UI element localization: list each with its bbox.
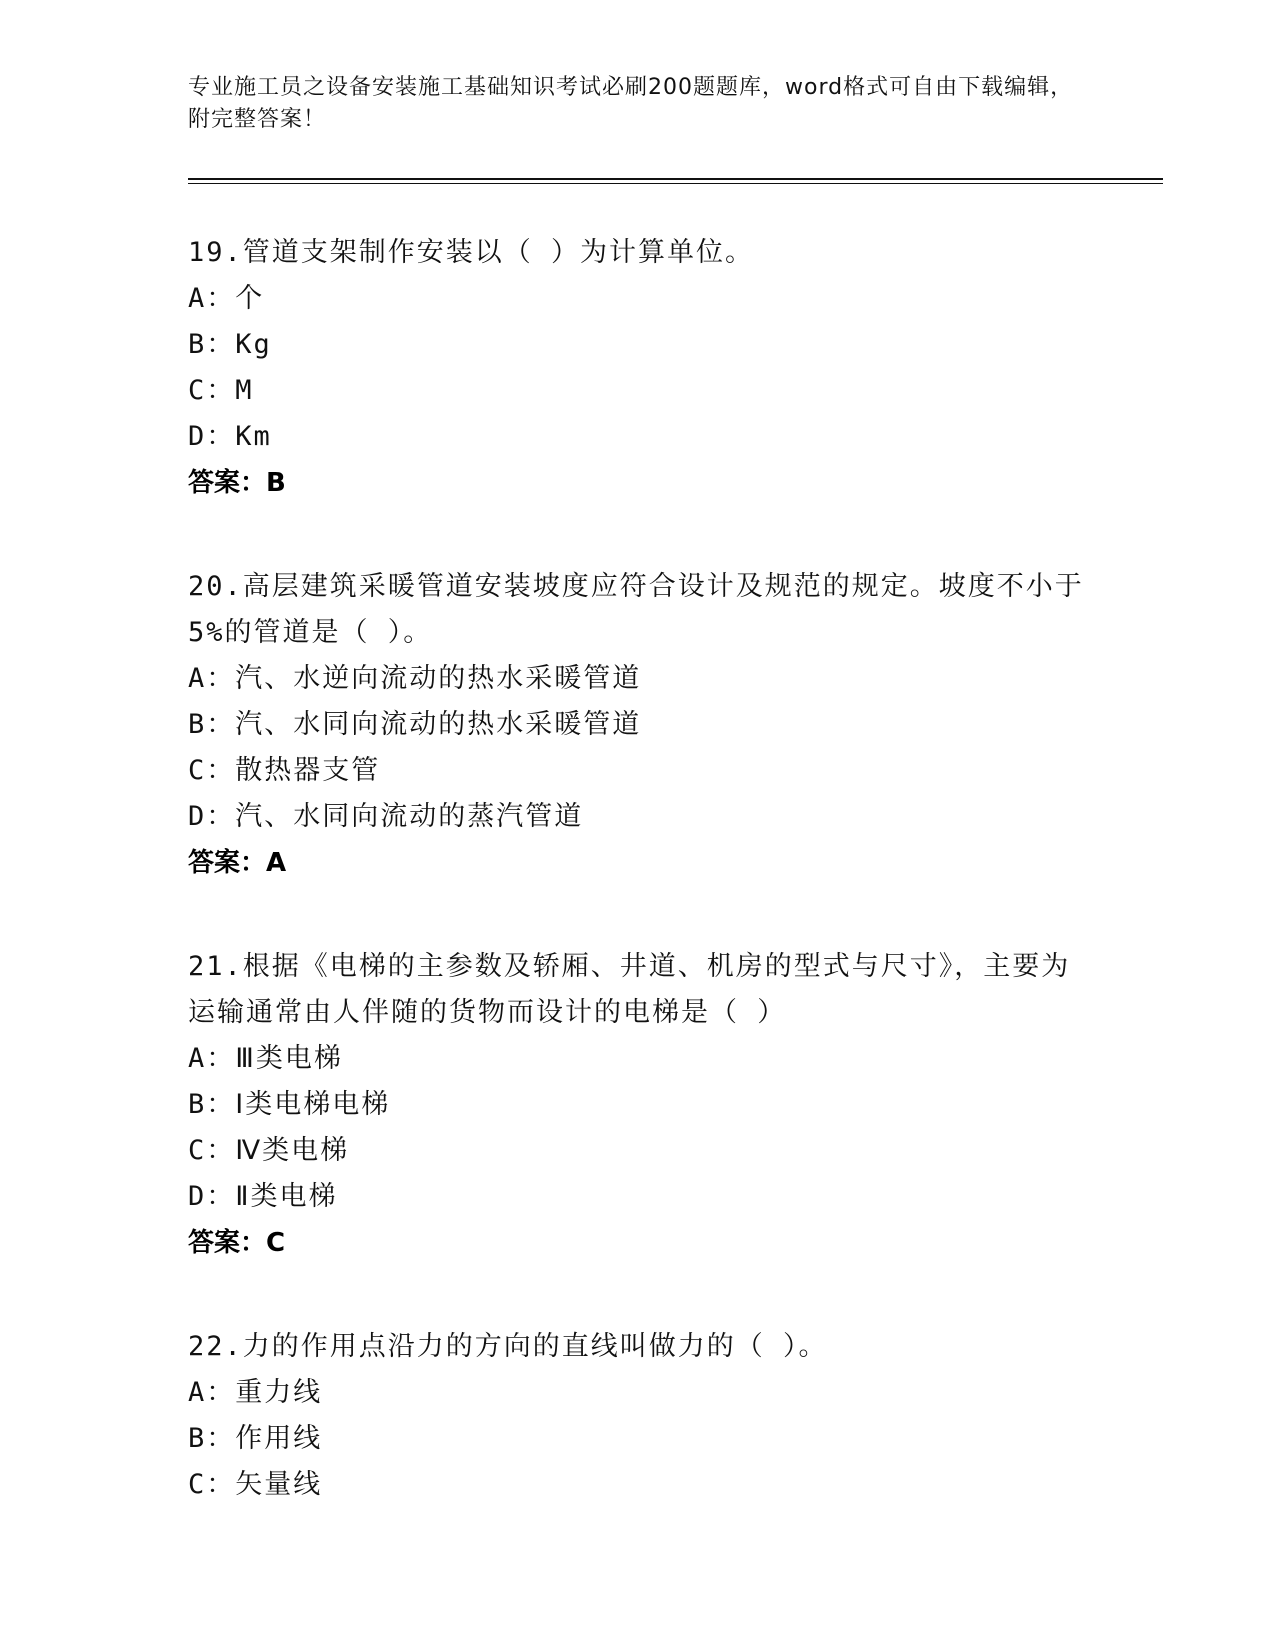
option-b: B：Ⅰ类电梯电梯 (188, 1089, 391, 1120)
option-d: D：汽、水同向流动的蒸汽管道 (188, 801, 584, 832)
option-c: C：M (188, 375, 254, 406)
option-a: A：个 (188, 283, 265, 314)
question-list (188, 230, 1148, 1566)
option-c: C：散热器支管 (188, 755, 381, 786)
header-divider-thin (188, 183, 1163, 184)
option-b: B：汽、水同向流动的热水采暖管道 (188, 709, 642, 740)
option-d: D：Km (188, 421, 272, 452)
question-stem: 22.力的作用点沿力的方向的直线叫做力的（ ）。 (188, 1331, 828, 1362)
document-header: 专业施工员之设备安装施工基础知识考试必刷200题题库，word格式可自由下载编辑，附完整答案！ (188, 75, 1074, 132)
option-b: B：Kg (188, 329, 272, 360)
option-a: A：汽、水逆向流动的热水采暖管道 (188, 663, 642, 694)
header-divider-thick (188, 178, 1163, 180)
option-a: A：重力线 (188, 1377, 323, 1408)
option-d: D：Ⅱ类电梯 (188, 1181, 338, 1212)
question-stem: 20.高层建筑采暖管道安装坡度应符合设计及规范的规定。坡度不小于5%的管道是（ ）。 (188, 571, 1084, 648)
question-20 (188, 564, 1148, 886)
option-c: C：Ⅳ类电梯 (188, 1135, 350, 1166)
option-a: A：Ⅲ类电梯 (188, 1043, 343, 1074)
option-b: B：作用线 (188, 1423, 323, 1454)
question-21 (188, 944, 1148, 1266)
question-22 (188, 1324, 1148, 1508)
question-stem: 19.管道支架制作安装以（ ）为计算单位。 (188, 237, 755, 268)
option-c: C：矢量线 (188, 1469, 323, 1500)
answer-label: 答案：B (188, 468, 286, 498)
answer-label: 答案：A (188, 848, 287, 878)
question-stem: 21.根据《电梯的主参数及轿厢、井道、机房的型式与尺寸》，主要为运输通常由人伴随的货物而设计的电梯是（ ） (188, 951, 1071, 1028)
answer-label: 答案：C (188, 1228, 286, 1258)
question-19 (188, 230, 1148, 506)
